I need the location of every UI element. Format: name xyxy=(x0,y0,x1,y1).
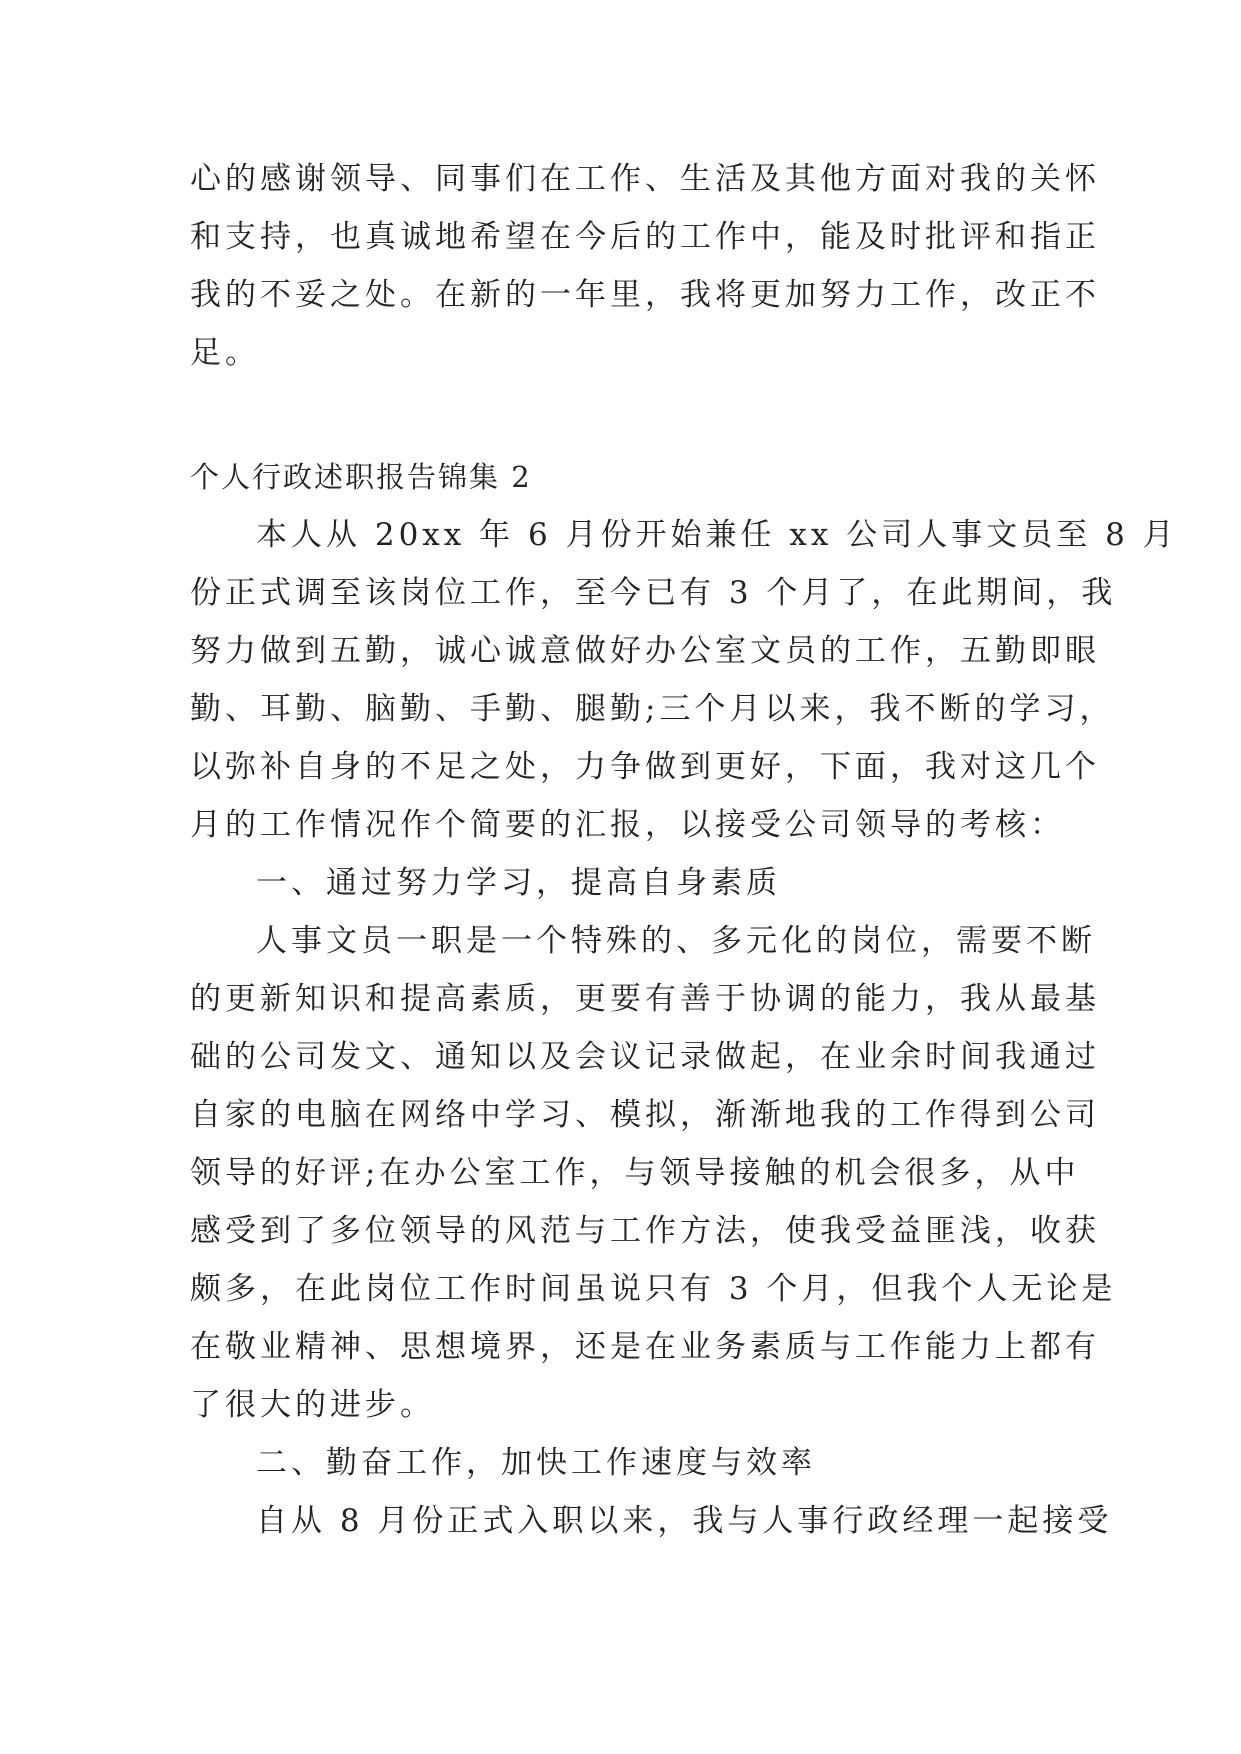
paragraph-line: 以弥补自身的不足之处，力争做到更好，下面，我对这几个 xyxy=(190,749,1100,785)
section-title: 个人行政述职报告锦集 2 xyxy=(190,460,532,494)
paragraph-line: 了很大的进步。 xyxy=(190,1387,435,1423)
paragraph-line: 我的不妥之处。在新的一年里，我将更加努力工作，改正不 xyxy=(190,277,1100,313)
paragraph-line: 份正式调至该岗位工作，至今已有 3 个月了，在此期间，我 xyxy=(190,575,1117,611)
paragraph-line: 足。 xyxy=(190,335,260,371)
paragraph-line: 心的感谢领导、同事们在工作、生活及其他方面对我的关怀 xyxy=(190,161,1100,197)
closing-paragraph xyxy=(190,150,1100,382)
paragraph-line: 本人从 20xx 年 6 月份开始兼任 xx 公司人事文员至 8 月 xyxy=(256,517,1178,553)
paragraph-line: 自从 8 月份正式入职以来，我与人事行政经理一起接受 xyxy=(256,1503,1113,1539)
report-body xyxy=(190,506,1178,1550)
paragraph-line: 月的工作情况作个简要的汇报，以接受公司领导的考核： xyxy=(190,807,1065,843)
subheading-1: 一、通过努力学习，提高自身素质 xyxy=(256,865,781,901)
paragraph-line: 努力做到五勤，诚心诚意做好办公室文员的工作，五勤即眼 xyxy=(190,633,1100,669)
paragraph-line: 的更新知识和提高素质，更要有善于协调的能力，我从最基 xyxy=(190,981,1100,1017)
paragraph-line: 在敬业精神、思想境界，还是在业务素质与工作能力上都有 xyxy=(190,1329,1100,1365)
paragraph-line: 感受到了多位领导的风范与工作方法，使我受益匪浅，收获 xyxy=(190,1213,1100,1249)
paragraph-line: 人事文员一职是一个特殊的、多元化的岗位，需要不断 xyxy=(256,923,1096,959)
subheading-2: 二、勤奋工作，加快工作速度与效率 xyxy=(256,1445,816,1481)
paragraph-line: 领导的好评;在办公室工作，与领导接触的机会很多，从中 xyxy=(190,1155,1080,1191)
paragraph-line: 和支持，也真诚地希望在今后的工作中，能及时批评和指正 xyxy=(190,219,1100,255)
paragraph-line: 颇多，在此岗位工作时间虽说只有 3 个月，但我个人无论是 xyxy=(190,1271,1117,1307)
paragraph-line: 自家的电脑在网络中学习、模拟，渐渐地我的工作得到公司 xyxy=(190,1097,1100,1133)
paragraph-line: 础的公司发文、通知以及会议记录做起，在业余时间我通过 xyxy=(190,1039,1100,1075)
paragraph-line: 勤、耳勤、脑勤、手勤、腿勤;三个月以来，我不断的学习， xyxy=(190,691,1115,727)
